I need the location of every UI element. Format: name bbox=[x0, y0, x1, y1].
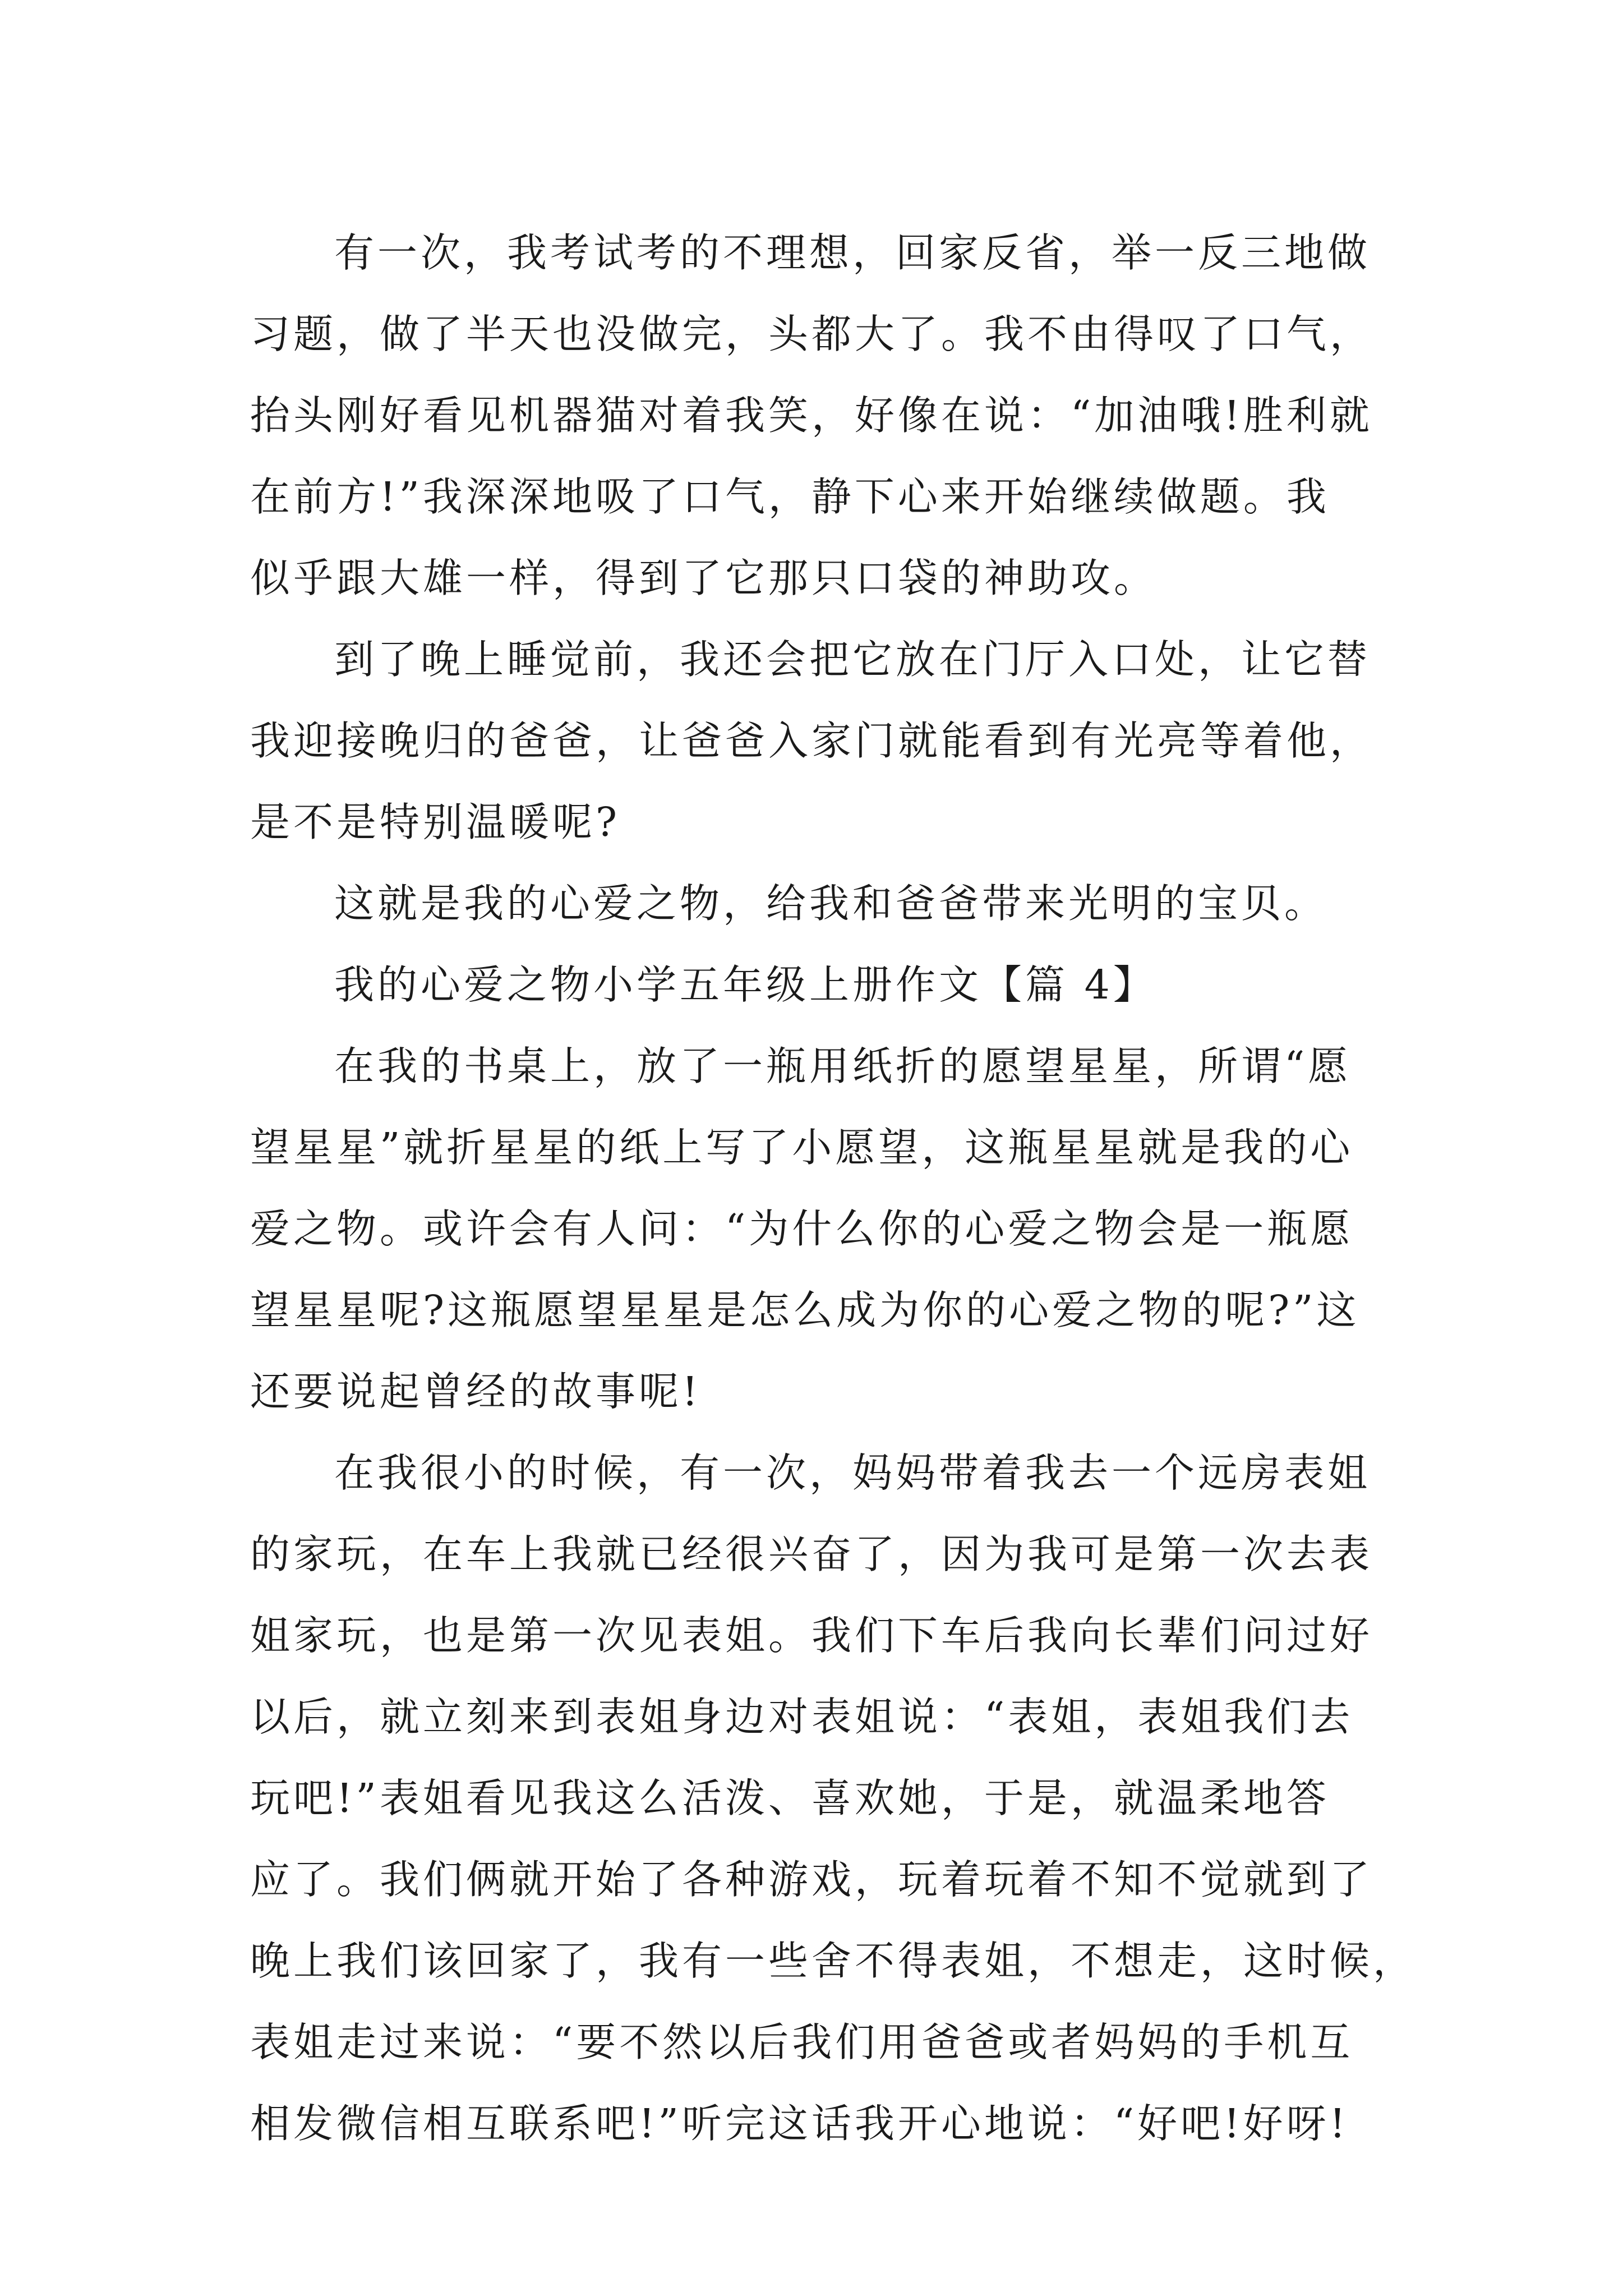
text-line: 似乎跟大雄一样，得到了它那只口袋的神助攻。 bbox=[250, 555, 1158, 601]
text-line: 相发微信相互联系吧!”听完这话我开心地说：“好吧!好呀! bbox=[250, 2100, 1349, 2147]
text-line: 在我很小的时候，有一次，妈妈带着我去一个远房表姐 bbox=[334, 1450, 1371, 1496]
text-line: 的家玩，在车上我就已经很兴奋了，因为我可是第一次去表 bbox=[250, 1531, 1373, 1577]
text-line: 这就是我的心爱之物，给我和爸爸带来光明的宝贝。 bbox=[334, 880, 1328, 927]
text-line: 到了晚上睡觉前，我还会把它放在门厅入口处，让它替 bbox=[334, 636, 1371, 683]
text-line: 姐家玩，也是第一次见表姐。我们下车后我向长辈们问过好 bbox=[250, 1612, 1373, 1659]
text-line: 爱之物。或许会有人问：“为什么你的心爱之物会是一瓶愿 bbox=[250, 1205, 1354, 1252]
section-heading: 我的心爱之物小学五年级上册作文【篇 4】 bbox=[334, 961, 1156, 1008]
text-line: 是不是特别温暖呢? bbox=[250, 799, 621, 845]
text-line: 我迎接晚归的爸爸，让爸爸入家门就能看到有光亮等着他， bbox=[250, 717, 1373, 764]
text-line: 还要说起曾经的故事呢! bbox=[250, 1368, 702, 1415]
text-line: 在我的书桌上，放了一瓶用纸折的愿望星星，所谓“愿 bbox=[334, 1043, 1352, 1089]
text-line: 抬头刚好看见机器猫对着我笑，好像在说：“加油哦!胜利就 bbox=[250, 392, 1373, 439]
text-line: 应了。我们俩就开始了各种游戏，玩着玩着不知不觉就到了 bbox=[250, 1856, 1373, 1903]
text-line: 望星星”就折星星的纸上写了小愿望，这瓶星星就是我的心 bbox=[250, 1124, 1354, 1171]
text-line: 有一次，我考试考的不理想，回家反省，举一反三地做 bbox=[334, 229, 1371, 276]
text-line: 在前方!”我深深地吸了口气，静下心来开始继续做题。我 bbox=[250, 473, 1330, 520]
essay-body bbox=[250, 212, 1417, 2164]
text-line: 以后，就立刻来到表姐身边对表姐说：“表姐，表姐我们去 bbox=[250, 1694, 1354, 1740]
text-line: 晚上我们该回家了，我有一些舍不得表姐，不想走，这时候， bbox=[250, 1938, 1417, 1984]
text-line: 玩吧!”表姐看见我这么活泼、喜欢她，于是，就温柔地答 bbox=[250, 1775, 1330, 1821]
text-line: 习题，做了半天也没做完，头都大了。我不由得叹了口气， bbox=[250, 311, 1373, 357]
text-line: 望星星呢?这瓶愿望星星是怎么成为你的心爱之物的呢?”这 bbox=[250, 1287, 1360, 1333]
text-line: 表姐走过来说：“要不然以后我们用爸爸或者妈妈的手机互 bbox=[250, 2019, 1354, 2065]
